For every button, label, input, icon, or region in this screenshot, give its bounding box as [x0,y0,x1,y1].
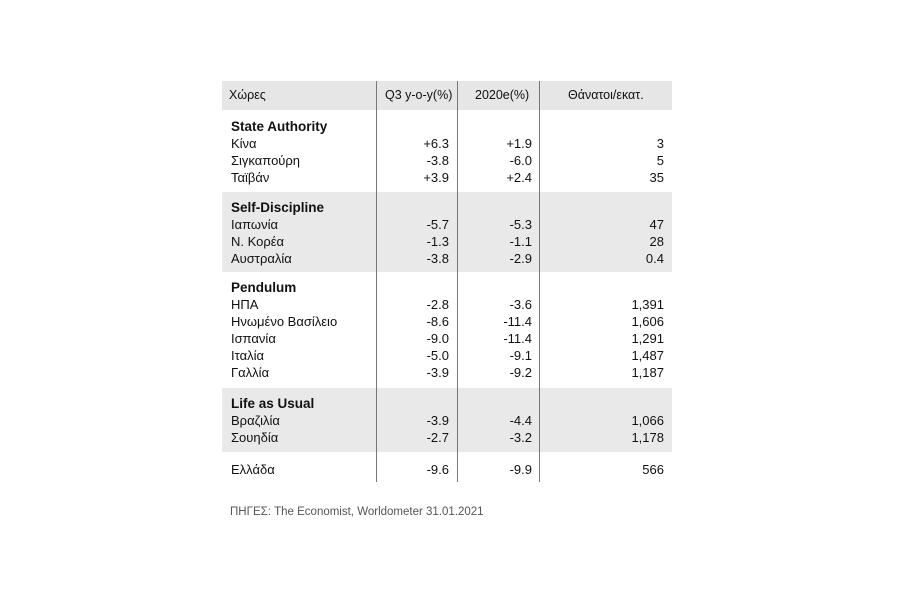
q3-cell: +6.3 [423,136,449,151]
y2020-cell: -5.3 [509,217,532,232]
y2020-cell: -9.1 [509,348,532,363]
data-table [222,81,672,482]
group-greece [222,452,672,482]
column-divider [539,81,540,482]
deaths-cell: 47 [649,217,664,232]
y2020-cell: -4.4 [509,413,532,428]
header-2020: 2020e(%) [475,88,530,102]
country-cell: Ιταλία [231,348,264,363]
y2020-cell: -9.9 [509,462,532,477]
y2020-cell: -1.1 [509,234,532,249]
y2020-cell: -3.2 [509,430,532,445]
q3-cell: -3.8 [426,251,449,266]
country-cell: Αυστραλία [231,251,292,266]
q3-cell: -5.7 [426,217,449,232]
deaths-cell: 1,187 [631,365,664,380]
deaths-cell: 28 [649,234,664,249]
deaths-cell: 1,606 [631,314,664,329]
group-title: Self-Discipline [231,200,325,215]
deaths-cell: 566 [642,462,664,477]
y2020-cell: -11.4 [503,314,532,329]
country-cell: Σουηδία [231,430,279,445]
table-row [222,364,672,381]
q3-cell: -5.0 [426,348,449,363]
group-title: Pendulum [231,280,297,295]
y2020-cell: -9.2 [509,365,532,380]
source-note: ΠΗΓΕΣ: The Economist, Worldometer 31.01.2021 [230,506,484,518]
table-row [222,330,672,347]
header-deaths: Θάνατοι/εκατ. [568,88,644,102]
q3-cell: -1.3 [426,234,449,249]
y2020-cell: +1.9 [506,136,532,151]
y2020-cell: +2.4 [506,170,532,185]
table-row [222,296,672,313]
q3-cell: -9.0 [426,331,449,346]
q3-cell: -3.9 [426,365,449,380]
country-cell: Ελλάδα [231,462,275,477]
country-cell: Ισπανία [231,331,276,346]
table-row [222,313,672,330]
table-header [222,81,672,110]
table-row [222,412,672,429]
country-cell: Βραζιλία [231,413,280,428]
group-title: State Authority [231,119,328,134]
deaths-cell: 0.4 [645,251,664,266]
q3-cell: -2.8 [426,297,449,312]
deaths-cell: 1,391 [631,297,664,312]
y2020-cell: -2.9 [509,251,532,266]
y2020-cell: -11.4 [503,331,532,346]
country-cell: Γαλλία [231,365,270,380]
deaths-cell: 1,178 [631,430,664,445]
group-life-as-usual [222,388,672,452]
table-row [222,429,672,446]
group-title: Life as Usual [231,396,315,411]
y2020-cell: -3.6 [509,297,532,312]
group-self-discipline [222,192,672,272]
deaths-cell: 5 [656,153,664,168]
deaths-cell: 35 [649,170,664,185]
group-state-authority [222,110,672,192]
q3-cell: -8.6 [426,314,449,329]
table-row [222,347,672,364]
q3-cell: -3.8 [426,153,449,168]
header-country: Χώρες [229,88,266,102]
country-cell: Κίνα [231,136,257,151]
table-row [222,152,672,169]
column-divider [457,81,458,482]
table-row [222,135,672,152]
table-row [222,216,672,233]
group-pendulum [222,272,672,388]
header-q3: Q3 y-o-y(%) [385,88,453,102]
column-divider [376,81,377,482]
country-cell: ΗΠΑ [231,297,259,312]
q3-cell: -2.7 [426,430,449,445]
table-row [222,233,672,250]
deaths-cell: 1,487 [631,348,664,363]
deaths-cell: 1,291 [631,331,664,346]
deaths-cell: 3 [656,136,664,151]
country-cell: Ταϊβάν [231,170,270,185]
country-cell: Ν. Κορέα [231,234,285,249]
table-row [222,250,672,267]
country-cell: Ιαπωνία [231,217,278,232]
country-cell: Ηνωμένο Βασίλειο [231,314,338,329]
y2020-cell: -6.0 [509,153,532,168]
q3-cell: +3.9 [423,170,449,185]
deaths-cell: 1,066 [631,413,664,428]
table-row [222,169,672,186]
country-cell: Σιγκαπούρη [231,153,301,168]
table-row [222,461,672,478]
q3-cell: -9.6 [426,462,449,477]
q3-cell: -3.9 [426,413,449,428]
